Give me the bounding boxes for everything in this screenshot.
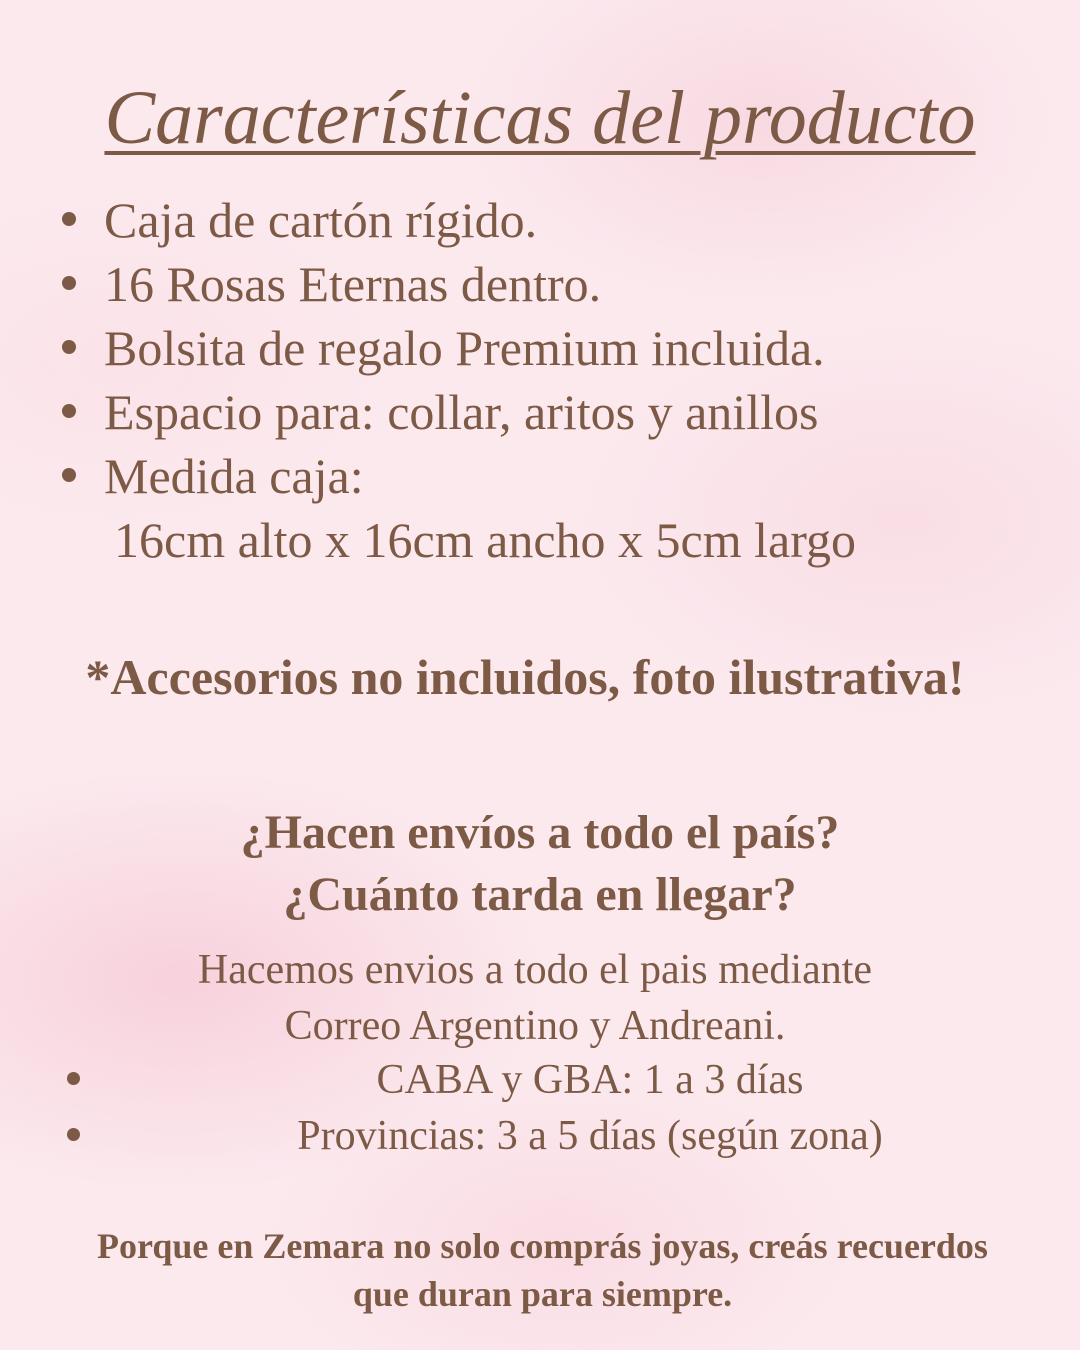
faq-question bbox=[0, 802, 1080, 926]
product-features-list bbox=[58, 188, 1038, 572]
list-item bbox=[0, 1052, 1080, 1108]
shipping-answer bbox=[0, 942, 1070, 1054]
bullet-icon bbox=[62, 340, 76, 354]
list-item bbox=[58, 508, 1038, 572]
bullet-icon bbox=[62, 468, 76, 482]
faq-question-delivery-time: ¿Cuánto tarda en llegar? bbox=[283, 868, 797, 921]
page-title: Características del producto bbox=[104, 76, 976, 160]
faq-question-shipping: ¿Hacen envíos a todo el país? bbox=[240, 806, 840, 859]
zone-provincias: Provincias: 3 a 5 días (según zona) bbox=[297, 1113, 883, 1159]
zone-caba-gba: CABA y GBA: 1 a 3 días bbox=[376, 1057, 804, 1103]
feature-text: 16 Rosas Eternas dentro. bbox=[104, 256, 602, 312]
disclaimer-text: *Accesorios no incluidos, foto ilustrativa! bbox=[85, 649, 965, 705]
list-item bbox=[58, 380, 1038, 444]
footer-line-2: que duran para siempre. bbox=[352, 1274, 733, 1314]
shipping-answer-line-1: Hacemos envios a todo el pais mediante bbox=[197, 947, 873, 993]
feature-text: Caja de cartón rígido. bbox=[104, 192, 538, 248]
bullet-icon bbox=[62, 276, 76, 290]
list-item bbox=[0, 1108, 1080, 1164]
feature-text: Espacio para: collar, aritos y anillos bbox=[104, 384, 819, 440]
bullet-icon bbox=[62, 212, 76, 226]
list-item bbox=[58, 316, 1038, 380]
list-item bbox=[58, 188, 1038, 252]
measure-detail: 16cm alto x 16cm ancho x 5cm largo bbox=[114, 512, 856, 568]
footer-line-1: Porque en Zemara no solo comprás joyas, creás recuerdos bbox=[97, 1226, 988, 1266]
footer-tagline bbox=[0, 1222, 1080, 1318]
list-item bbox=[58, 252, 1038, 316]
bullet-icon bbox=[62, 404, 76, 418]
list-item bbox=[58, 444, 1038, 508]
feature-text: Medida caja: bbox=[104, 448, 364, 504]
shipping-zones-list bbox=[0, 1052, 1080, 1164]
feature-text: Bolsita de regalo Premium incluida. bbox=[104, 320, 825, 376]
shipping-answer-line-2: Correo Argentino y Andreani. bbox=[284, 1003, 786, 1049]
